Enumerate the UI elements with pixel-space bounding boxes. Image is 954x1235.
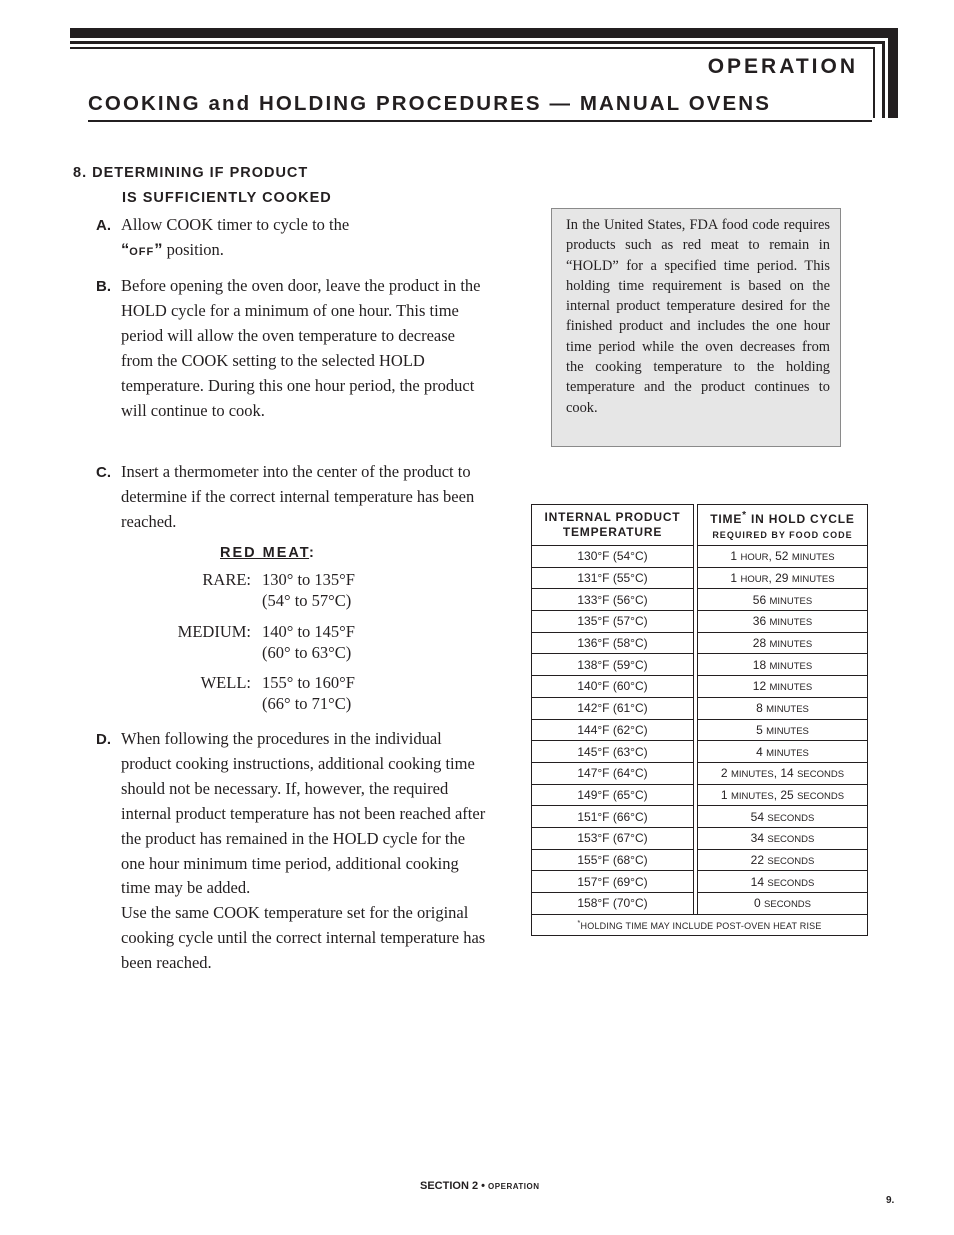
cell-temperature: 144°F (62°C) [532, 719, 694, 741]
cell-temperature: 140°F (60°C) [532, 676, 694, 698]
cell-hold-time: 4 MINUTES [698, 741, 868, 763]
section-title: OPERATION [707, 55, 858, 78]
page-footer: SECTION 2 • OPERATION [420, 1180, 540, 1192]
table-row [532, 893, 868, 915]
doneness-f-well: 155° to 160°F [262, 673, 355, 692]
cell-temperature: 131°F (55°C) [532, 567, 694, 589]
cell-temperature: 138°F (59°C) [532, 654, 694, 676]
table-footnote: *HOLDING TIME MAY INCLUDE POST-OVEN HEAT RISE [532, 914, 868, 935]
col-header-time: TIME* IN HOLD CYCLE REQUIRED BY FOOD CODE [698, 505, 868, 546]
table-row [532, 697, 868, 719]
cell-temperature: 145°F (63°C) [532, 741, 694, 763]
item-d-text2: Use the same COOK temperature set for the original cooking cycle until the correct internal temperature has been reached. [121, 903, 486, 973]
cell-hold-time: 1 HOUR, 52 MINUTES [698, 546, 868, 568]
cell-temperature: 155°F (68°C) [532, 849, 694, 871]
item-d [96, 727, 486, 976]
cell-hold-time: 12 MINUTES [698, 676, 868, 698]
item-a: A. Allow COOK timer to cycle to the “OFF” position. [96, 215, 350, 259]
item-b-text: Before opening the oven door, leave the product in the HOLD cycle for a minimum of one hour. This time period will allow the oven temperature to decrease from the COOK setting to the selected HOLD temperature. During this one hour period, the product will continue to cook. [121, 276, 481, 420]
doneness-f-medium: 140° to 145°F [262, 622, 355, 641]
item-b-letter: B. [96, 278, 111, 295]
col-header-temperature: INTERNAL PRODUCT TEMPERATURE [532, 505, 694, 546]
table-row [532, 784, 868, 806]
step-heading [73, 161, 332, 211]
table-row [532, 806, 868, 828]
cell-temperature: 158°F (70°C) [532, 893, 694, 915]
cell-hold-time: 22 SECONDS [698, 849, 868, 871]
cell-hold-time: 5 MINUTES [698, 719, 868, 741]
table-row [532, 589, 868, 611]
cell-temperature: 147°F (64°C) [532, 762, 694, 784]
doneness-f-rare: 130° to 135°F [262, 570, 355, 589]
hold-time-table [531, 504, 868, 936]
cell-temperature: 135°F (57°C) [532, 611, 694, 633]
cell-hold-time: 28 MINUTES [698, 632, 868, 654]
table-row [532, 654, 868, 676]
item-a-text: Allow COOK timer to cycle to the [121, 215, 350, 234]
item-d-letter: D. [96, 731, 111, 748]
table-row [532, 546, 868, 568]
fda-note-box: In the United States, FDA food code requires products such as red meat to remain in “HOLD” for a specified time period. This holding time requirement is based on the internal product temperature desired for the finished product and includes the one hour time period while the oven decreases from the cooking temperature to the holding temperature and the product continues to cook. [551, 208, 841, 447]
cell-hold-time: 14 SECONDS [698, 871, 868, 893]
cell-temperature: 149°F (65°C) [532, 784, 694, 806]
doneness-label-medium: MEDIUM: [177, 622, 251, 641]
cell-hold-time: 54 SECONDS [698, 806, 868, 828]
cell-hold-time: 0 SECONDS [698, 893, 868, 915]
cell-temperature: 133°F (56°C) [532, 589, 694, 611]
step-heading-line2: IS SUFFICIENTLY COOKED [122, 190, 332, 206]
item-d-text: When following the procedures in the individual product cooking instructions, additional cooking time should not be necessary. If, however, the required internal product temperature has not been reached after the product has remained in the HOLD cycle for the one hour minimum time period, additional cooking time may be added. [121, 729, 486, 898]
off-position-label: OFF [129, 245, 155, 258]
page-number: 9. [886, 1195, 895, 1206]
doneness-label-well: WELL: [200, 673, 251, 692]
table-row [532, 827, 868, 849]
table-row [532, 567, 868, 589]
cell-temperature: 136°F (58°C) [532, 632, 694, 654]
doneness-c-well: (66° to 71°C) [262, 694, 352, 713]
table-row [532, 719, 868, 741]
table-footnote-row [532, 914, 868, 935]
table-row [532, 611, 868, 633]
table-header-row [532, 505, 868, 546]
table-row [532, 762, 868, 784]
item-c-letter: C. [96, 464, 111, 481]
table-row [532, 676, 868, 698]
item-a-letter: A. [96, 217, 111, 234]
cell-temperature: 153°F (67°C) [532, 827, 694, 849]
cell-hold-time: 34 SECONDS [698, 827, 868, 849]
page-title: COOKING and HOLDING PROCEDURES — MANUAL OVENS [88, 92, 771, 115]
cell-hold-time: 8 MINUTES [698, 697, 868, 719]
table-row [532, 632, 868, 654]
cell-temperature: 157°F (69°C) [532, 871, 694, 893]
cell-temperature: 142°F (61°C) [532, 697, 694, 719]
cell-temperature: 151°F (66°C) [532, 806, 694, 828]
step-heading-line1: 8. DETERMINING IF PRODUCT [73, 165, 309, 181]
cell-hold-time: 1 HOUR, 29 MINUTES [698, 567, 868, 589]
table-row [532, 849, 868, 871]
cell-hold-time: 1 MINUTES, 25 SECONDS [698, 784, 868, 806]
doneness-c-rare: (54° to 57°C) [262, 591, 352, 610]
cell-hold-time: 2 MINUTES, 14 SECONDS [698, 762, 868, 784]
table-row [532, 871, 868, 893]
cell-temperature: 130°F (54°C) [532, 546, 694, 568]
item-c [96, 460, 486, 535]
item-b [96, 274, 486, 423]
doneness-c-medium: (60° to 63°C) [262, 643, 352, 662]
table-row [532, 741, 868, 763]
cell-hold-time: 56 MINUTES [698, 589, 868, 611]
item-c-text: Insert a thermometer into the center of the product to determine if the correct internal temperature has been reached. [121, 462, 475, 531]
red-meat-heading: RED MEAT: [220, 545, 316, 561]
cell-hold-time: 36 MINUTES [698, 611, 868, 633]
cell-hold-time: 18 MINUTES [698, 654, 868, 676]
doneness-label-rare: RARE: [202, 570, 251, 589]
title-divider [88, 120, 872, 122]
